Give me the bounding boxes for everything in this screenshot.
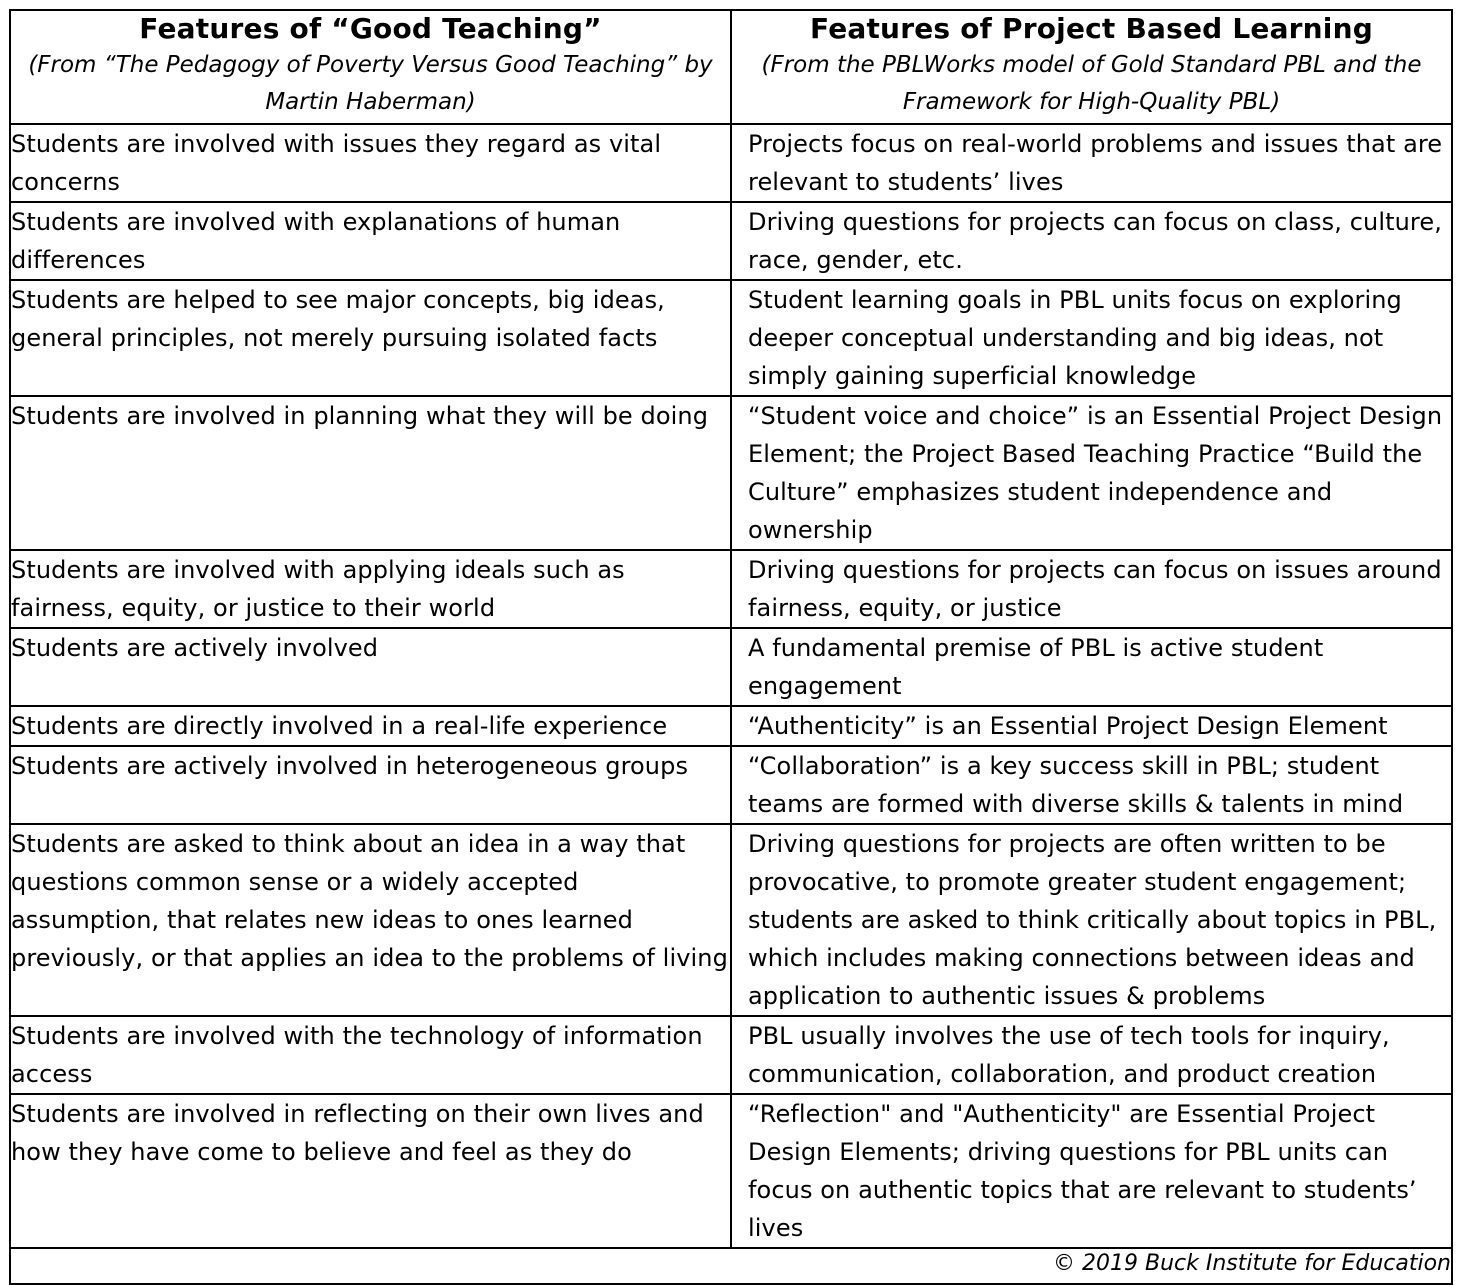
table-row: [10, 202, 1452, 280]
comparison-document: [9, 9, 1451, 1285]
good-teaching-cell: Students are actively involved in heterogeneous groups: [10, 746, 731, 824]
pbl-cell: “Student voice and choice” is an Essential Project Design Element; the Project Based Teaching Practice “Build the Culture” emphasizes student independence and ownership: [731, 396, 1452, 550]
pbl-cell: Driving questions for projects can focus on class, culture, race, gender, etc.: [731, 202, 1452, 280]
pbl-cell: Projects focus on real-world problems and issues that are relevant to students’ lives: [731, 124, 1452, 202]
pbl-cell: Student learning goals in PBL units focus on exploring deeper conceptual understanding and big ideas, not simply gaining superficial knowledge: [731, 280, 1452, 396]
good-teaching-cell: Students are involved in planning what they will be doing: [10, 396, 731, 550]
left-column-header: [10, 10, 731, 124]
table-row: [10, 746, 1452, 824]
left-column-subtitle: (From “The Pedagogy of Poverty Versus Good Teaching” by Martin Haberman): [28, 52, 713, 115]
table-row: [10, 280, 1452, 396]
table-row: [10, 706, 1452, 746]
right-column-title: Features of Project Based Learning: [810, 12, 1373, 45]
table-row: [10, 1016, 1452, 1094]
table-row: [10, 1094, 1452, 1248]
pbl-cell: Driving questions for projects are often written to be provocative, to promote greater student engagement; students are asked to think critically about topics in PBL, which includes making connections between ideas and application to authentic issues & problems: [731, 824, 1452, 1016]
copyright-notice: © 2019 Buck Institute for Education: [10, 1248, 1452, 1284]
good-teaching-cell: Students are actively involved: [10, 628, 731, 706]
good-teaching-cell: Students are involved with applying ideals such as fairness, equity, or justice to their world: [10, 550, 731, 628]
pbl-cell: “Reflection" and "Authenticity" are Essential Project Design Elements; driving questions for PBL units can focus on authentic topics that are relevant to students’ lives: [731, 1094, 1452, 1248]
good-teaching-cell: Students are helped to see major concepts, big ideas, general principles, not merely pursuing isolated facts: [10, 280, 731, 396]
comparison-table: [9, 9, 1453, 1285]
pbl-cell: Driving questions for projects can focus on issues around fairness, equity, or justice: [731, 550, 1452, 628]
good-teaching-cell: Students are directly involved in a real-life experience: [10, 706, 731, 746]
right-column-header: [731, 10, 1452, 124]
pbl-cell: “Authenticity” is an Essential Project Design Element: [731, 706, 1452, 746]
table-row: [10, 628, 1452, 706]
right-column-subtitle: (From the PBLWorks model of Gold Standard PBL and the Framework for High-Quality PBL): [761, 52, 1422, 115]
table-row: [10, 550, 1452, 628]
table-row: [10, 824, 1452, 1016]
good-teaching-cell: Students are involved in reflecting on their own lives and how they have come to believe and feel as they do: [10, 1094, 731, 1248]
footer-row: [10, 1248, 1452, 1284]
pbl-cell: “Collaboration” is a key success skill in PBL; student teams are formed with diverse skills & talents in mind: [731, 746, 1452, 824]
table-row: [10, 396, 1452, 550]
pbl-cell: PBL usually involves the use of tech tools for inquiry, communication, collaboration, and product creation: [731, 1016, 1452, 1094]
good-teaching-cell: Students are asked to think about an idea in a way that questions common sense or a widely accepted assumption, that relates new ideas to ones learned previously, or that applies an idea to the problems of living: [10, 824, 731, 1016]
header-row: [10, 10, 1452, 124]
good-teaching-cell: Students are involved with explanations of human differences: [10, 202, 731, 280]
pbl-cell: A fundamental premise of PBL is active student engagement: [731, 628, 1452, 706]
left-column-title: Features of “Good Teaching”: [139, 12, 602, 45]
good-teaching-cell: Students are involved with the technology of information access: [10, 1016, 731, 1094]
table-row: [10, 124, 1452, 202]
good-teaching-cell: Students are involved with issues they regard as vital concerns: [10, 124, 731, 202]
